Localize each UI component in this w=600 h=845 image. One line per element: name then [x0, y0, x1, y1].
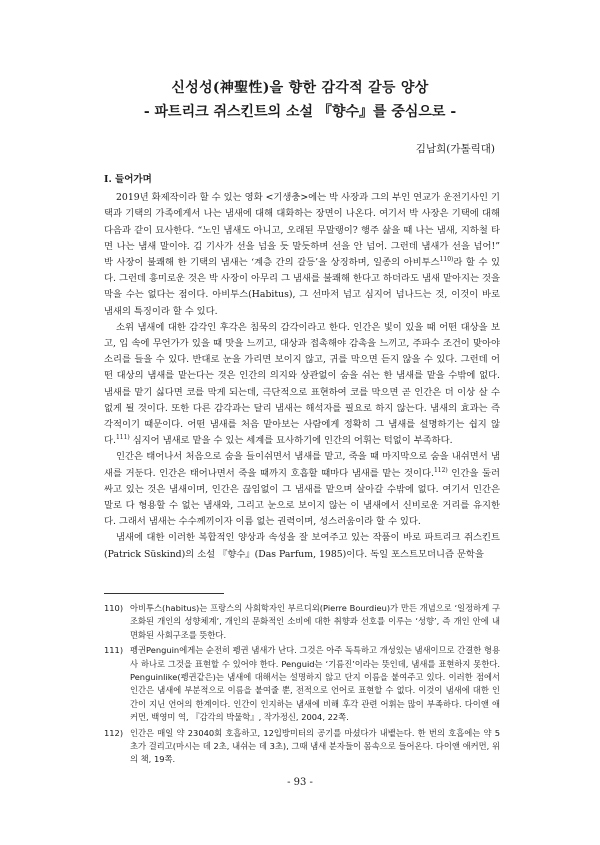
paper-title: 신성성(神聖性)을 향한 감각적 갈등 양상: [171, 80, 429, 96]
author-name: 김남희(가톨릭대): [415, 143, 495, 155]
footnote-text: 아비투스(habitus)는 프랑스의 사회학자인 부르디외(Pierre Bourdieu)가 만든 개념으로 ‘일정하게 구조화된 개인의 성향체계’, 개인의 문화적인 소비에 대한 취향과 선호를 이루는 ‘성향’, 즉 개인 안에 내면화된 사회구조를 뜻한다.: [130, 603, 500, 640]
footnote-divider: [104, 593, 224, 594]
footnote-number: 110): [104, 603, 124, 613]
footnote-ref: 110): [439, 255, 454, 263]
footnote-ref: 112): [433, 466, 448, 474]
body-paragraph: [104, 320, 500, 450]
paragraph-text: 소위 냄새에 대한 감각인 후각은 침묵의 감각이라고 한다. 인간은 빛이 있을 때 어떤 대상을 보고, 입 속에 무언가가 있을 때 맛을 느끼고, 대상과 접촉해야 감촉을 느끼고, 주파수 조건이 맞아야 소리를 들을 수 있다. 반대로 눈을 가리면 보이지 않고, 귀를 막으면 듣지 않을 수 있다. 그런데 어떤 대상의 냄새를 맡는다는 것은 인간의 의지와 상관없이 숨을 쉬는 한 냄새를 맡을 수밖에 없다. 냄새를 맡기 싫다면 코를 막게 되는데, 극단적으로 표현하여 코를 막으면 곧 인간은 더 이상 살 수 없게 될 것이다. 또한 다른 감각과는 달리 냄새는 해석자를 필요로 하지 않는다. 냄새의 효과는 즉각적이기 때문이다. 어떤 냄새를 처음 맡아보는 사람에게 정확히 그 냄새를 설명하기는 쉽지 않다.: [104, 321, 500, 447]
footnote: [104, 602, 500, 642]
paragraph-text: 인간은 태어나서 처음으로 숨을 들이쉬면서 냄새를 맡고, 죽을 때 마지막으로 숨을 내쉬면서 냄새를 거둔다. 인간은 태어나면서 죽을 때까지 호흡할 때마다 냄새를 맡는 것이다.: [104, 451, 500, 479]
footnote-number: 111): [104, 645, 124, 656]
body-paragraph: [104, 190, 500, 320]
footnote: [104, 727, 500, 767]
section-heading: I. 들어가며: [104, 174, 152, 185]
main-body: [104, 172, 500, 563]
footnotes: [104, 602, 500, 769]
page-number: - 93 -: [287, 777, 313, 788]
body-paragraph: [104, 530, 500, 562]
body-paragraph: [104, 449, 500, 530]
footnote-text: 펭귄Penguin에게는 순전히 펭귄 냄새가 난다. 그것은 아주 독특하고 개성있는 냄새이므로 간결한 형용사 하나로 그것을 표현할 수 있어야 한다. Penguid는 ‘기름진’이라는 뜻인데, 냄새를 표현하지 못한다. Penguinlike(펭귄같은)는 냄새에 대해서는 설명하지 않고 단지 이름을 붙여주고 있다. 이러한 점에서 인간은 냄새에 부분적으로 이름을 붙여줄 뿐, 전적으로 언어로 표현할 수 없다. 이것이 냄새에 대한 인간이 지닌 언어의 한계이다. 인간이 인지하는 냄새에 비해 후각 관련 어휘는 많이 부족하다. 다이앤 애커먼, 백영미 역, 『감각의 박물학』, 작가정신, 2004, 22쪽.: [130, 645, 500, 723]
paragraph-text: 냄새에 대한 이러한 복합적인 양상과 속성을 잘 보여주고 있는 작품이 바로 파트리크 쥐스킨트(Patrick Süskind)의 소설 『향수』(Das Parfum, 1985)이다. 독일 포스트모더니즘 문학을: [104, 532, 500, 560]
paragraph-text: 인간을 둘러싸고 있는 것은 냄새이며, 인간은 끊임없이 그 냄새를 맡으며 살아갈 수밖에 없다. 여기서 인간은 말로 다 형용할 수 없는 냄새와, 그리고 눈으로 보이지 않는 이 냄새에서 신비로운 거리를 유지한다. 그래서 냄새는 수수께끼이자 이름 없는 권력이며, 성스러움이라 할 수 있다.: [104, 467, 500, 528]
footnote-number: 112): [104, 727, 124, 738]
footnote-text: 인간은 매일 약 23040회 호흡하고, 12입방미터의 공기를 마셨다가 내뱉는다. 한 번의 호흡에는 약 5초가 걸리고(마시는 데 2초, 내쉬는 데 3초), 그때 냄새 분자들이 몸속으로 들어온다. 다이앤 애커먼, 위의 책, 19쪽.: [130, 727, 500, 765]
paragraph-text: 라 할 수 있다. 그런데 흥미로운 것은 박 사장이 아무리 그 냄새를 불쾌해 한다고 하더라도 냄새 맡아지는 것을 막을 수는 없다는 점이다. 아비투스(Habitus), 그 선마저 넘고 심지어 넘나드는 것, 이것이 바로 냄새의 특징이라 할 수 있다.: [104, 257, 500, 317]
paper-subtitle: - 파트리크 쥐스킨트의 소설 『향수』를 중심으로 -: [143, 104, 457, 120]
paragraph-text: 심지어 냄새로 맡을 수 있는 세계를 묘사하기에 인간의 어휘는 턱없이 부족하다.: [129, 435, 453, 447]
footnote: [104, 644, 500, 724]
footnote-ref: 111): [115, 434, 130, 442]
paragraph-text: 2019년 화제작이라 할 수 있는 영화 <기생충>에는 박 사장과 그의 부인 연교가 운전기사인 기택과 기택의 가족에게서 나는 냄새에 대해 대화하는 장면이 나온다. 여기서 박 사장은 기택에 대해 다음과 같이 묘사한다. “노인 냄새도 아니고, 오래된 무말랭이? 행주 삶을 때 나는 냄새, 지하철 타면 나는 냄새 말이야. 김 기사가 선을 넘을 듯 말듯하며 선을 안 넘어. 그런데 냄새가 선을 넘어!” 박 사장이 불쾌해 한 기택의 냄새는 ‘계층 간의 갈등’을 상징하며, 일종의 아비투스: [104, 192, 500, 269]
